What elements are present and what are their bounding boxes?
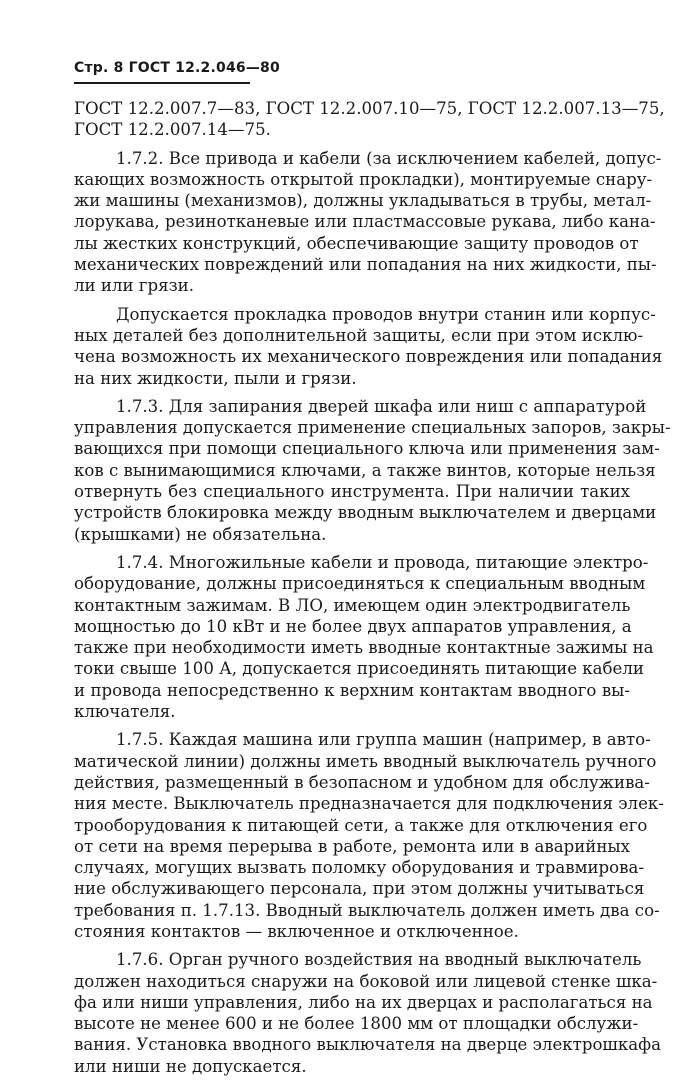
- text-line: вания. Установка вводного выключателя на дверце электрошкафа: [74, 1035, 662, 1055]
- text-line: ния месте. Выключатель предназначается для подключения элек-: [74, 794, 664, 814]
- text-line: Допускается прокладка проводов внутри станин или корпус-: [116, 304, 656, 324]
- paragraph-p5: [74, 729, 664, 942]
- text-line: на них жидкости, пыли и грязи.: [74, 368, 357, 388]
- text-line: действия, размещенный в безопасном и удобном для обслужива-: [74, 772, 650, 792]
- page-header: Стр. 8 ГОСТ 12.2.046—80: [74, 60, 280, 76]
- text-line: контактным зажимам. В ЛО, имеющем один электродвигатель: [74, 595, 631, 615]
- text-line: требования п. 1.7.13. Вводный выключатель должен иметь два со-: [74, 900, 660, 920]
- text-line: 1.7.6. Орган ручного воздействия на вводный выключатель: [116, 950, 642, 970]
- text-line: ние обслуживающего персонала, при этом должны учитываться: [74, 879, 645, 899]
- text-line: стояния контактов — включенное и отключенное.: [74, 921, 519, 941]
- text-line: мощностью до 10 кВт и не более двух аппаратов управления, а: [74, 616, 632, 636]
- text-line: 1.7.4. Многожильные кабели и провода, питающие электро-: [116, 552, 649, 572]
- text-line: фа или ниши управления, либо на их дверцах и располагаться на: [74, 992, 653, 1012]
- text-line: от сети на время перерыва в работе, ремонта или в аварийных: [74, 836, 630, 856]
- text-line: жи машины (механизмов), должны укладываться в трубы, метал-: [74, 191, 652, 211]
- text-line: матической линии) должны иметь вводный выключатель ручного: [74, 751, 657, 771]
- header-rule: [74, 82, 250, 84]
- text-line: ных деталей без дополнительной защиты, если при этом исклю-: [74, 325, 644, 345]
- text-line: чена возможность их механического повреждения или попадания: [74, 347, 663, 367]
- text-line: ключателя.: [74, 702, 176, 722]
- text-line: оборудование, должны присоединяться к специальным вводным: [74, 574, 646, 594]
- paragraph-p0: [74, 98, 665, 141]
- text-line: ГОСТ 12.2.007.7—83, ГОСТ 12.2.007.10—75, ГОСТ 12.2.007.13—75,: [74, 99, 665, 118]
- text-line: отвернуть без специального инструмента. При наличии таких: [74, 482, 630, 502]
- text-line: вающихся при помощи специального ключа или применения зам-: [74, 439, 660, 459]
- text-line: должен находиться снаружи на боковой или лицевой стенке шка-: [74, 971, 658, 991]
- text-line: ГОСТ 12.2.007.14—75.: [74, 120, 271, 140]
- paragraph-p4: [74, 552, 654, 722]
- text-line: (крышками) не обязательна.: [74, 524, 327, 544]
- text-line: или ниши не допускается.: [74, 1056, 307, 1076]
- body-text: [74, 98, 671, 1084]
- text-line: токи свыше 100 А, допускается присоединять питающие кабели: [74, 659, 644, 679]
- text-line: управления допускается применение специальных запоров, закры-: [74, 418, 671, 438]
- paragraph-p6: [74, 949, 662, 1077]
- text-line: механических повреждений или попадания на них жидкости, пы-: [74, 255, 657, 275]
- text-line: высоте не менее 600 и не более 1800 мм от площадки обслужи-: [74, 1014, 639, 1034]
- text-line: 1.7.5. Каждая машина или группа машин (например, в авто-: [116, 730, 651, 750]
- paragraph-p1: [74, 148, 662, 297]
- text-line: лы жестких конструкций, обеспечивающие защиту проводов от: [74, 233, 639, 253]
- text-line: 1.7.3. Для запирания дверей шкафа или ниш с аппаратурой: [116, 396, 647, 416]
- text-line: лорукава, резинотканевые или пластмассовые рукава, либо кана-: [74, 212, 656, 232]
- text-line: ков с вынимающимися ключами, а также винтов, которые нельзя: [74, 460, 656, 480]
- paragraph-p2: [74, 304, 663, 389]
- text-line: и провода непосредственно к верхним контактам вводного вы-: [74, 680, 630, 700]
- text-line: устройств блокировка между вводным выключателем и дверцами: [74, 503, 657, 523]
- text-line: также при необходимости иметь вводные контактные зажимы на: [74, 638, 654, 658]
- text-line: трооборудования к питающей сети, а также для отключения его: [74, 815, 648, 835]
- text-line: случаях, могущих вызвать поломку оборудования и травмирова-: [74, 858, 644, 878]
- text-line: кающих возможность открытой прокладки), монтируемые снару-: [74, 169, 653, 189]
- text-line: ли или грязи.: [74, 276, 194, 296]
- paragraph-p3: [74, 396, 671, 545]
- text-line: 1.7.2. Все привода и кабели (за исключением кабелей, допус-: [116, 148, 662, 168]
